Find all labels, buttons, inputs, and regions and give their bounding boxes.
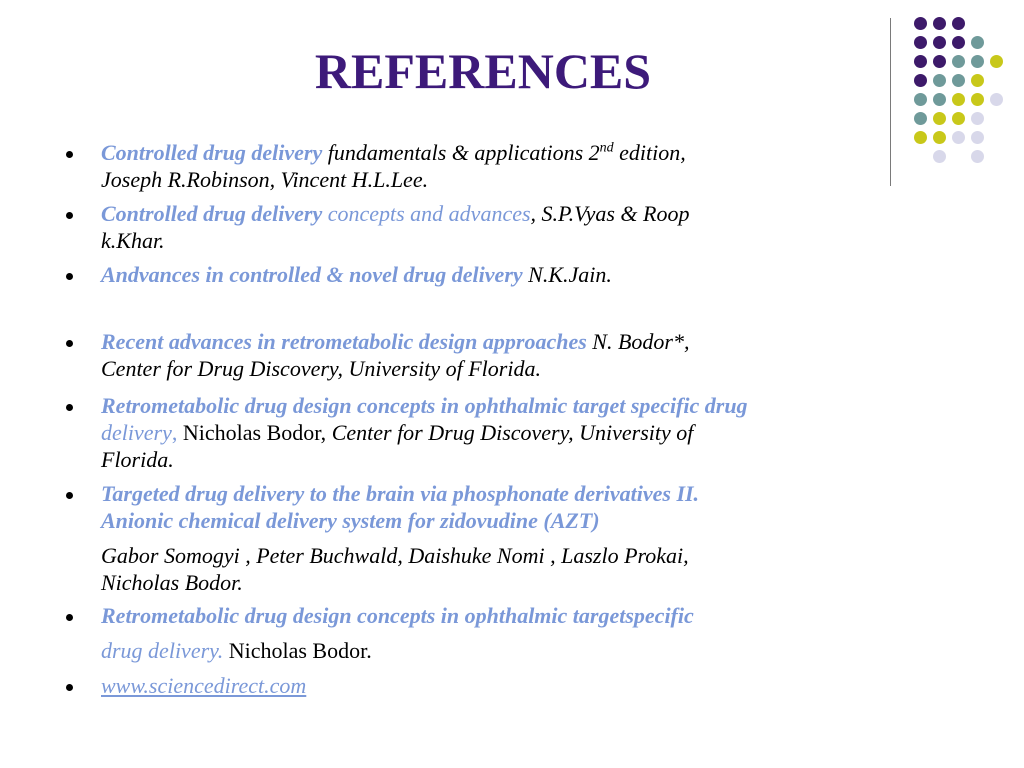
reference-item [101,392,951,473]
slide-title: REFERENCES [314,43,652,99]
reference-title: drug delivery. [101,638,224,663]
reference-authors: Joseph R.Robinson, Vincent H.L.Lee. [101,167,429,192]
bullet-point [66,151,73,158]
reference-authors: Nicholas Bodor. [223,638,372,663]
reference-item [101,139,951,193]
reference-title: Controlled drug delivery [101,201,323,226]
reference-title: Retrometabolic drug design concepts in ophthalmic targetspecific [101,603,694,628]
reference-item [101,200,951,254]
reference-title: Targeted drug delivery to the brain via phosphonate derivatives II. [101,481,700,506]
bullet-point [66,492,73,499]
bullet-point [66,273,73,280]
reference-item-continued [101,637,951,664]
reference-title: Anionic chemical delivery system for zidovudine (AZT) [101,508,600,533]
reference-affiliation: Florida. [101,447,174,472]
bullet-point [66,404,73,411]
bullet-point [66,684,73,691]
reference-title: Recent advances in retrometabolic design approaches [101,329,587,354]
sciencedirect-link[interactable]: www.sciencedirect.com [101,673,307,698]
reference-detail: , S.P.Vyas & Roop [530,201,690,226]
reference-authors-block [101,542,951,596]
reference-title: Controlled drug delivery [101,140,323,165]
reference-authors: k.Khar. [101,228,165,253]
reference-title: Retrometabolic drug design concepts in ophthalmic target specific drug [101,393,748,418]
reference-authors: Nicholas Bodor, [177,420,327,445]
bullet-point [66,212,73,219]
reference-authors: N.K.Jain. [522,262,612,287]
reference-subtitle: concepts and advances [322,201,531,226]
reference-detail: edition, [613,140,686,165]
reference-item [101,261,951,288]
reference-title: Andvances in controlled & novel drug delivery [101,262,523,287]
reference-authors: N. Bodor*, [586,329,690,354]
reference-affiliation: Center for Drug Discovery, University of [326,420,694,445]
bullet-point [66,340,73,347]
reference-item [101,328,951,382]
reference-item [101,672,951,699]
reference-detail: fundamentals & applications 2 [322,140,600,165]
reference-title: delivery [101,420,172,445]
reference-item [101,480,951,534]
bullet-point [66,614,73,621]
reference-affiliation: Center for Drug Discovery, University of Florida. [101,356,541,381]
reference-authors: Gabor Somogyi , Peter Buchwald, Daishuke Nomi , Laszlo Prokai, [101,543,689,568]
punctuation: , [171,420,178,445]
ordinal-suffix: nd [599,140,614,156]
reference-item [101,602,951,629]
reference-authors: Nicholas Bodor. [101,570,243,595]
